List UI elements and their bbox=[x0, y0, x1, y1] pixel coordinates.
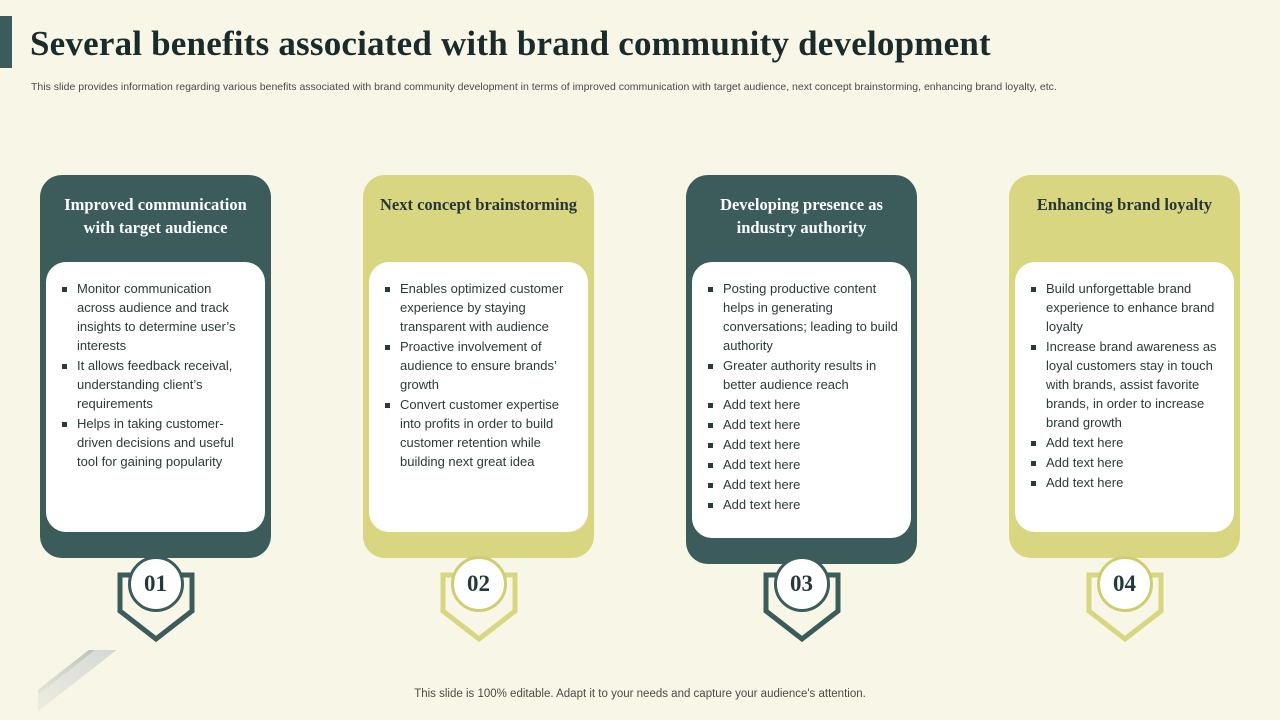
list-item: Build unforgettable brand experience to enhance brand loyalty bbox=[1029, 280, 1222, 337]
card-body bbox=[369, 262, 588, 532]
benefit-card[interactable] bbox=[686, 175, 917, 596]
list-item: It allows feedback receival, understanding client’s requirements bbox=[60, 357, 253, 414]
page-title: Several benefits associated with brand community development bbox=[30, 24, 991, 63]
list-item: Monitor communication across audience and track insights to determine user’s interests bbox=[60, 280, 253, 356]
card-heading-text: Improved communication with target audience bbox=[64, 195, 247, 238]
list-item: Add text here bbox=[1029, 454, 1222, 473]
list-item: Add text here bbox=[706, 416, 899, 435]
list-item: Add text here bbox=[706, 396, 899, 415]
list-item: Add text here bbox=[1029, 434, 1222, 453]
list-item: Increase brand awareness as loyal customers stay in touch with brands, assist favorite brands, in order to increase brand growth bbox=[1029, 338, 1222, 433]
list-item: Add text here bbox=[706, 476, 899, 495]
list-item: Add text here bbox=[1029, 474, 1222, 493]
card-heading-text: Developing presence as industry authority bbox=[720, 195, 883, 238]
list-item: Convert customer expertise into profits in order to build customer retention while building next great idea bbox=[383, 396, 576, 472]
bullet-list bbox=[60, 280, 253, 472]
bullet-list bbox=[1029, 280, 1222, 493]
title-accent-bar bbox=[0, 16, 12, 68]
card-frame bbox=[40, 262, 271, 558]
list-item: Posting productive content helps in generating conversations; leading to build authority bbox=[706, 280, 899, 356]
bullet-list bbox=[706, 280, 899, 515]
bullet-list bbox=[383, 280, 576, 472]
list-item: Add text here bbox=[706, 436, 899, 455]
card-frame bbox=[686, 262, 917, 564]
list-item: Greater authority results in better audience reach bbox=[706, 357, 899, 395]
card-number-badge: 03 bbox=[774, 556, 830, 612]
card-body bbox=[692, 262, 911, 538]
card-body bbox=[1015, 262, 1234, 532]
list-item: Proactive involvement of audience to ensure brands’ growth bbox=[383, 338, 576, 395]
card-number-badge: 01 bbox=[128, 556, 184, 612]
list-item: Helps in taking customer-driven decisions and useful tool for gaining popularity bbox=[60, 415, 253, 472]
benefit-cards bbox=[0, 175, 1280, 645]
card-heading-text: Enhancing brand loyalty bbox=[1036, 195, 1213, 214]
benefit-card[interactable] bbox=[1009, 175, 1240, 596]
list-item: Add text here bbox=[706, 496, 899, 515]
slide-footer-note: This slide is 100% editable. Adapt it to your needs and capture your audience's attention. bbox=[414, 688, 866, 700]
card-number-badge: 02 bbox=[451, 556, 507, 612]
decorative-stripes bbox=[38, 650, 158, 712]
list-item: Enables optimized customer experience by staying transparent with audience bbox=[383, 280, 576, 337]
benefit-card[interactable] bbox=[363, 175, 594, 596]
card-heading-text: Next concept brainstorming bbox=[379, 195, 578, 214]
list-item: Add text here bbox=[706, 456, 899, 475]
card-frame bbox=[363, 262, 594, 558]
slide-subtitle: This slide provides information regarding various benefits associated with brand community development in terms of improved communication with target audience, next concept brainstorming, enhancing brand loyalty, etc. bbox=[31, 81, 1057, 93]
card-frame bbox=[1009, 262, 1240, 558]
card-number-badge: 04 bbox=[1097, 556, 1153, 612]
card-body bbox=[46, 262, 265, 532]
benefit-card[interactable] bbox=[40, 175, 271, 596]
